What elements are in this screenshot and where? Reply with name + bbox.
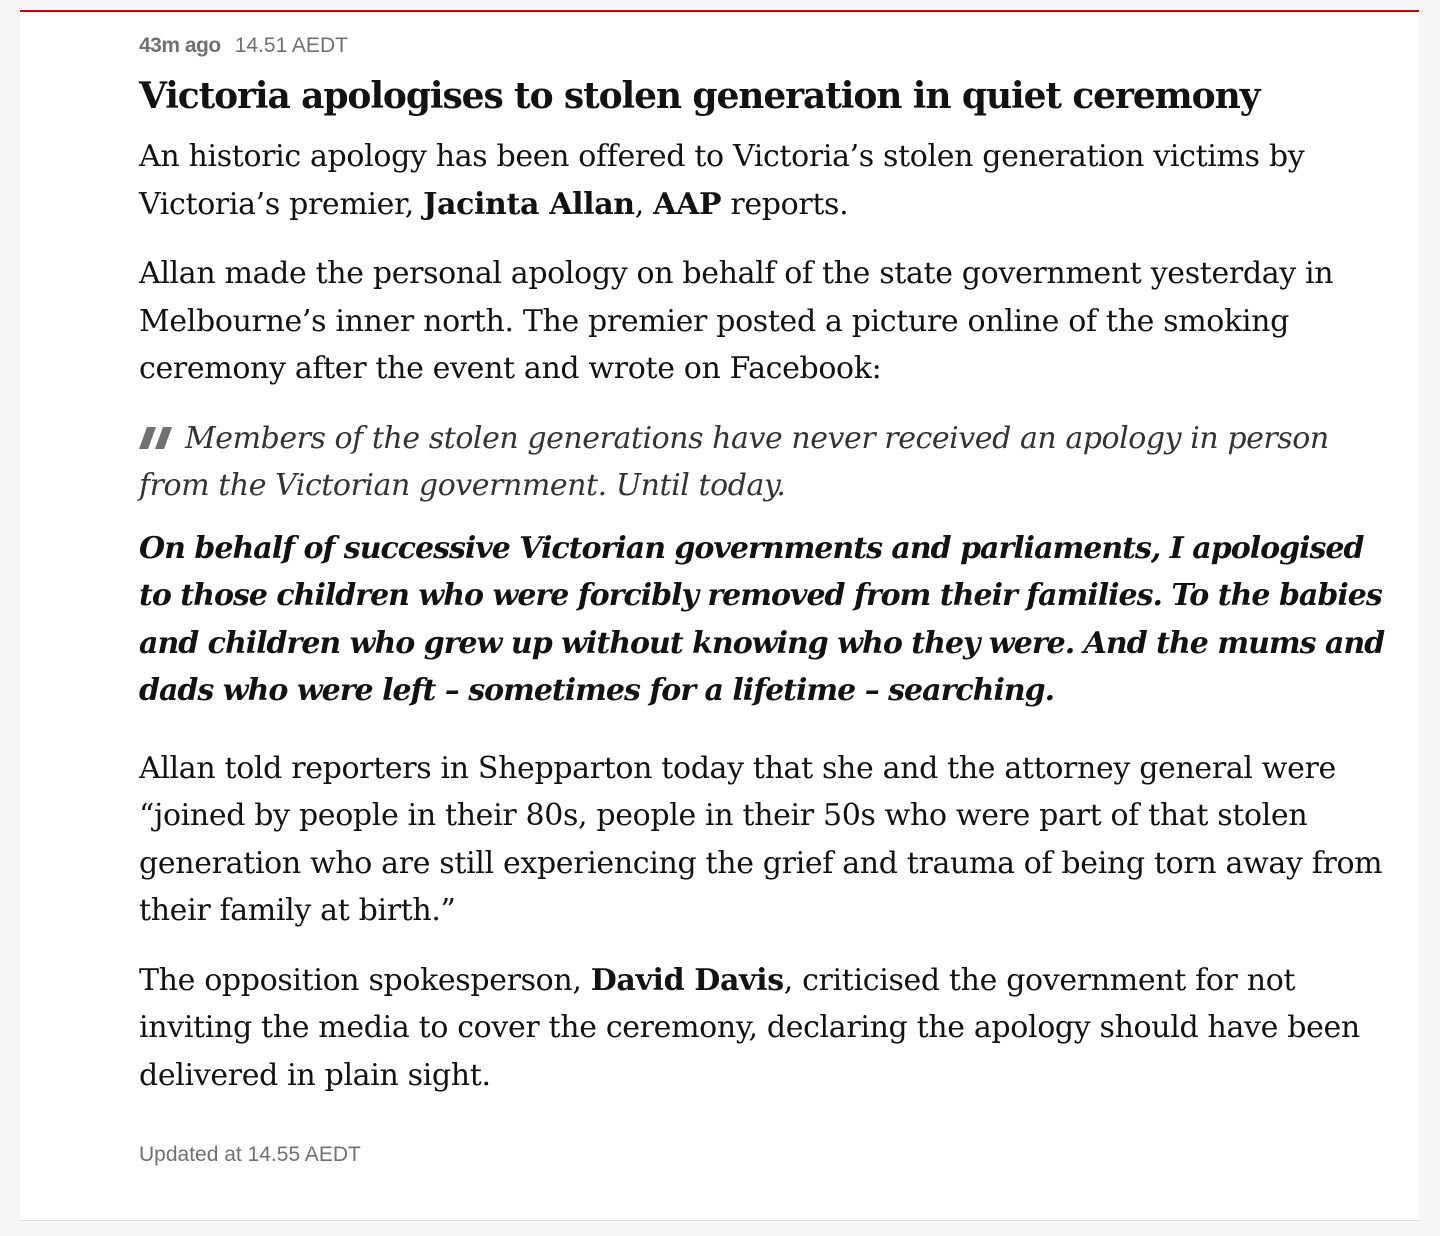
post-headline: Victoria apologises to stolen generation in quiet ceremony — [139, 75, 1260, 117]
intro-comma: , — [634, 186, 654, 222]
paragraph-reporters: Allan told reporters in Shepparton today that she and the attorney general were “joined by people in their 80s, people in their 50s who were part of that stolen generation who are still experiencing the grief and trauma of being torn away from their family at birth.” — [139, 750, 1383, 928]
opposition-end: , criticised the government for not inviting the media to cover the ceremony, declaring the apology should have been delivered in plain sight. — [139, 962, 1360, 1093]
blockquote — [139, 415, 1389, 510]
liveblog-post — [20, 10, 1419, 1221]
opposition-text: The opposition spokesperson, — [139, 962, 591, 998]
post-timestamp: 14.51 AEDT — [234, 34, 348, 57]
post-meta — [139, 32, 1389, 60]
quote-text: Members of the stolen generations have never received an apology in person from the Victorian government. Until today. — [139, 420, 1329, 503]
intro-end: reports. — [721, 186, 849, 222]
updated-timestamp: Updated at 14.55 AEDT — [139, 1143, 361, 1166]
quote-mark-icon — [139, 427, 177, 449]
name-aap: AAP — [653, 186, 722, 222]
name-jacinta-allan: Jacinta Allan — [423, 186, 635, 222]
quote-emphasis: On behalf of successive Victorian governments and parliaments, I apologised to those children who were forcibly removed from their families. To the babies and children who grew up without knowing who they were. And the mums and dads who were left – sometimes for a lifetime – searching. — [139, 530, 1385, 708]
paragraph-intro — [139, 133, 1389, 228]
post-content — [139, 32, 1389, 1169]
name-david-davis: David Davis — [590, 962, 784, 998]
relative-time[interactable]: 43m ago — [139, 34, 221, 57]
paragraph-apology: Allan made the personal apology on behalf of the state government yesterday in Melbourne’s inner north. The premier posted a picture online of the smoking ceremony after the event and wrote on Facebook: — [139, 256, 1334, 386]
paragraph-opposition — [139, 957, 1389, 1100]
intro-text: An historic apology has been offered to Victoria’s stolen generation victims by Victoria’s premier, — [139, 139, 1305, 222]
